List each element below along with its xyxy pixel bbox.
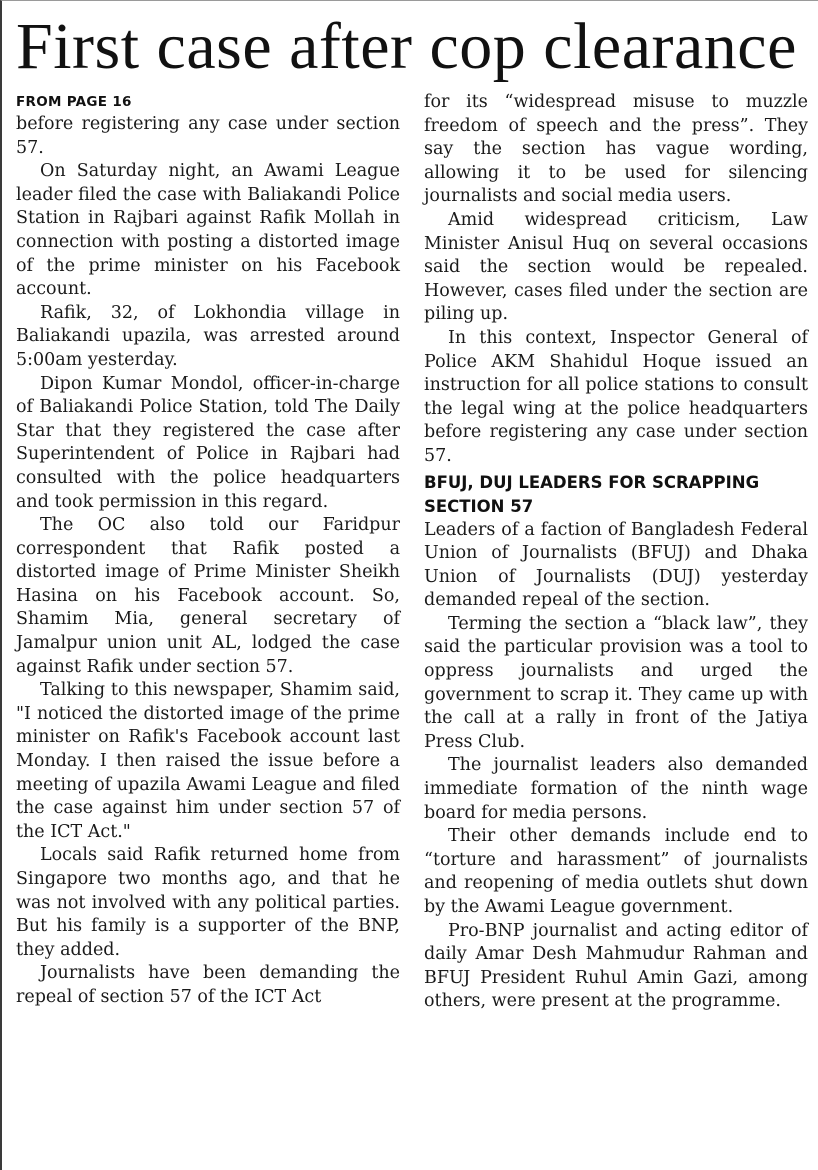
paragraph: On Saturday night, an Awami League leader filed the case with Baliakandi Police Station in Rajbari against Rafik Mollah in connection with posting a distorted image of the prime minister on his Facebook account. — [16, 161, 400, 300]
left-column — [16, 91, 400, 1010]
paragraph: Amid widespread criticism, Law Minister Anisul Huq on several occasions said the section would be repealed. However, cases filed under the section are piling up. — [424, 209, 808, 325]
paragraph: In this context, Inspector General of Police AKM Shahidul Hoque issued an instruction for all police stations to consult the legal wing at the police headquarters before registering any case under section 57. — [424, 327, 808, 466]
paragraph: Terming the section a “black law”, they said the particular provision was a tool to oppress journalists and urged the government to scrap it. They came up with the call at a rally in front of the Jatiya Press Club. — [424, 613, 808, 752]
continuation-marker: FROM PAGE 16 — [16, 94, 132, 110]
paragraph: Locals said Rafik returned home from Singapore two months ago, and that he was not involved with any political parties. But his family is a supporter of the BNP, they added. — [16, 845, 400, 960]
paragraph: before registering any case under section 57. — [16, 114, 400, 158]
right-column — [424, 91, 808, 1014]
paragraph: Journalists have been demanding the repeal of section 57 of the ICT Act — [16, 963, 400, 1007]
paragraph: Leaders of a faction of Bangladesh Federal Union of Journalists (BFUJ) and Dhaka Union of Journalists (DUJ) yesterday demanded repeal of the section. — [424, 519, 808, 611]
paragraph: for its “widespread misuse to muzzle freedom of speech and the press”. They say the section has vague wording, allowing it to be used for silencing journalists and social media users. — [424, 92, 808, 207]
paragraph: Pro-BNP journalist and acting editor of daily Amar Desh Mahmudur Rahman and BFUJ President Ruhul Amin Gazi, among others, were present at the programme. — [424, 920, 808, 1012]
article-headline: First case after cop clearance — [16, 10, 797, 83]
paragraph: Dipon Kumar Mondol, officer-in-charge of Baliakandi Police Station, told The Daily Star that they registered the case after Superintendent of Police in Rajbari had consulted with the police headquarters and took permission in this regard. — [16, 373, 400, 512]
paragraph: The journalist leaders also demanded immediate formation of the ninth wage board for media persons. — [424, 755, 808, 823]
paragraph: Talking to this newspaper, Shamim said, "I noticed the distorted image of the prime minister on Rafik's Facebook account last Monday. I then raised the issue before a meeting of upazila Awami League and filed the case against him under section 57 of the ICT Act." — [16, 680, 400, 842]
paragraph: Rafik, 32, of Lokhondia village in Baliakandi upazila, was arrested around 5:00am yesterday. — [16, 302, 400, 370]
paragraph: Their other demands include end to “torture and harassment” of journalists and reopening of media outlets shut down by the Awami League government. — [424, 826, 808, 917]
paragraph: The OC also told our Faridpur correspondent that Rafik posted a distorted image of Prime Minister Sheikh Hasina on his Facebook account. So, Shamim Mia, general secretary of Jamalpur union unit AL, lodged the case against Rafik under section 57. — [16, 515, 400, 677]
section-subhead: BFUJ, DUJ LEADERS FOR SCRAPPING SECTION 57 — [424, 472, 760, 516]
